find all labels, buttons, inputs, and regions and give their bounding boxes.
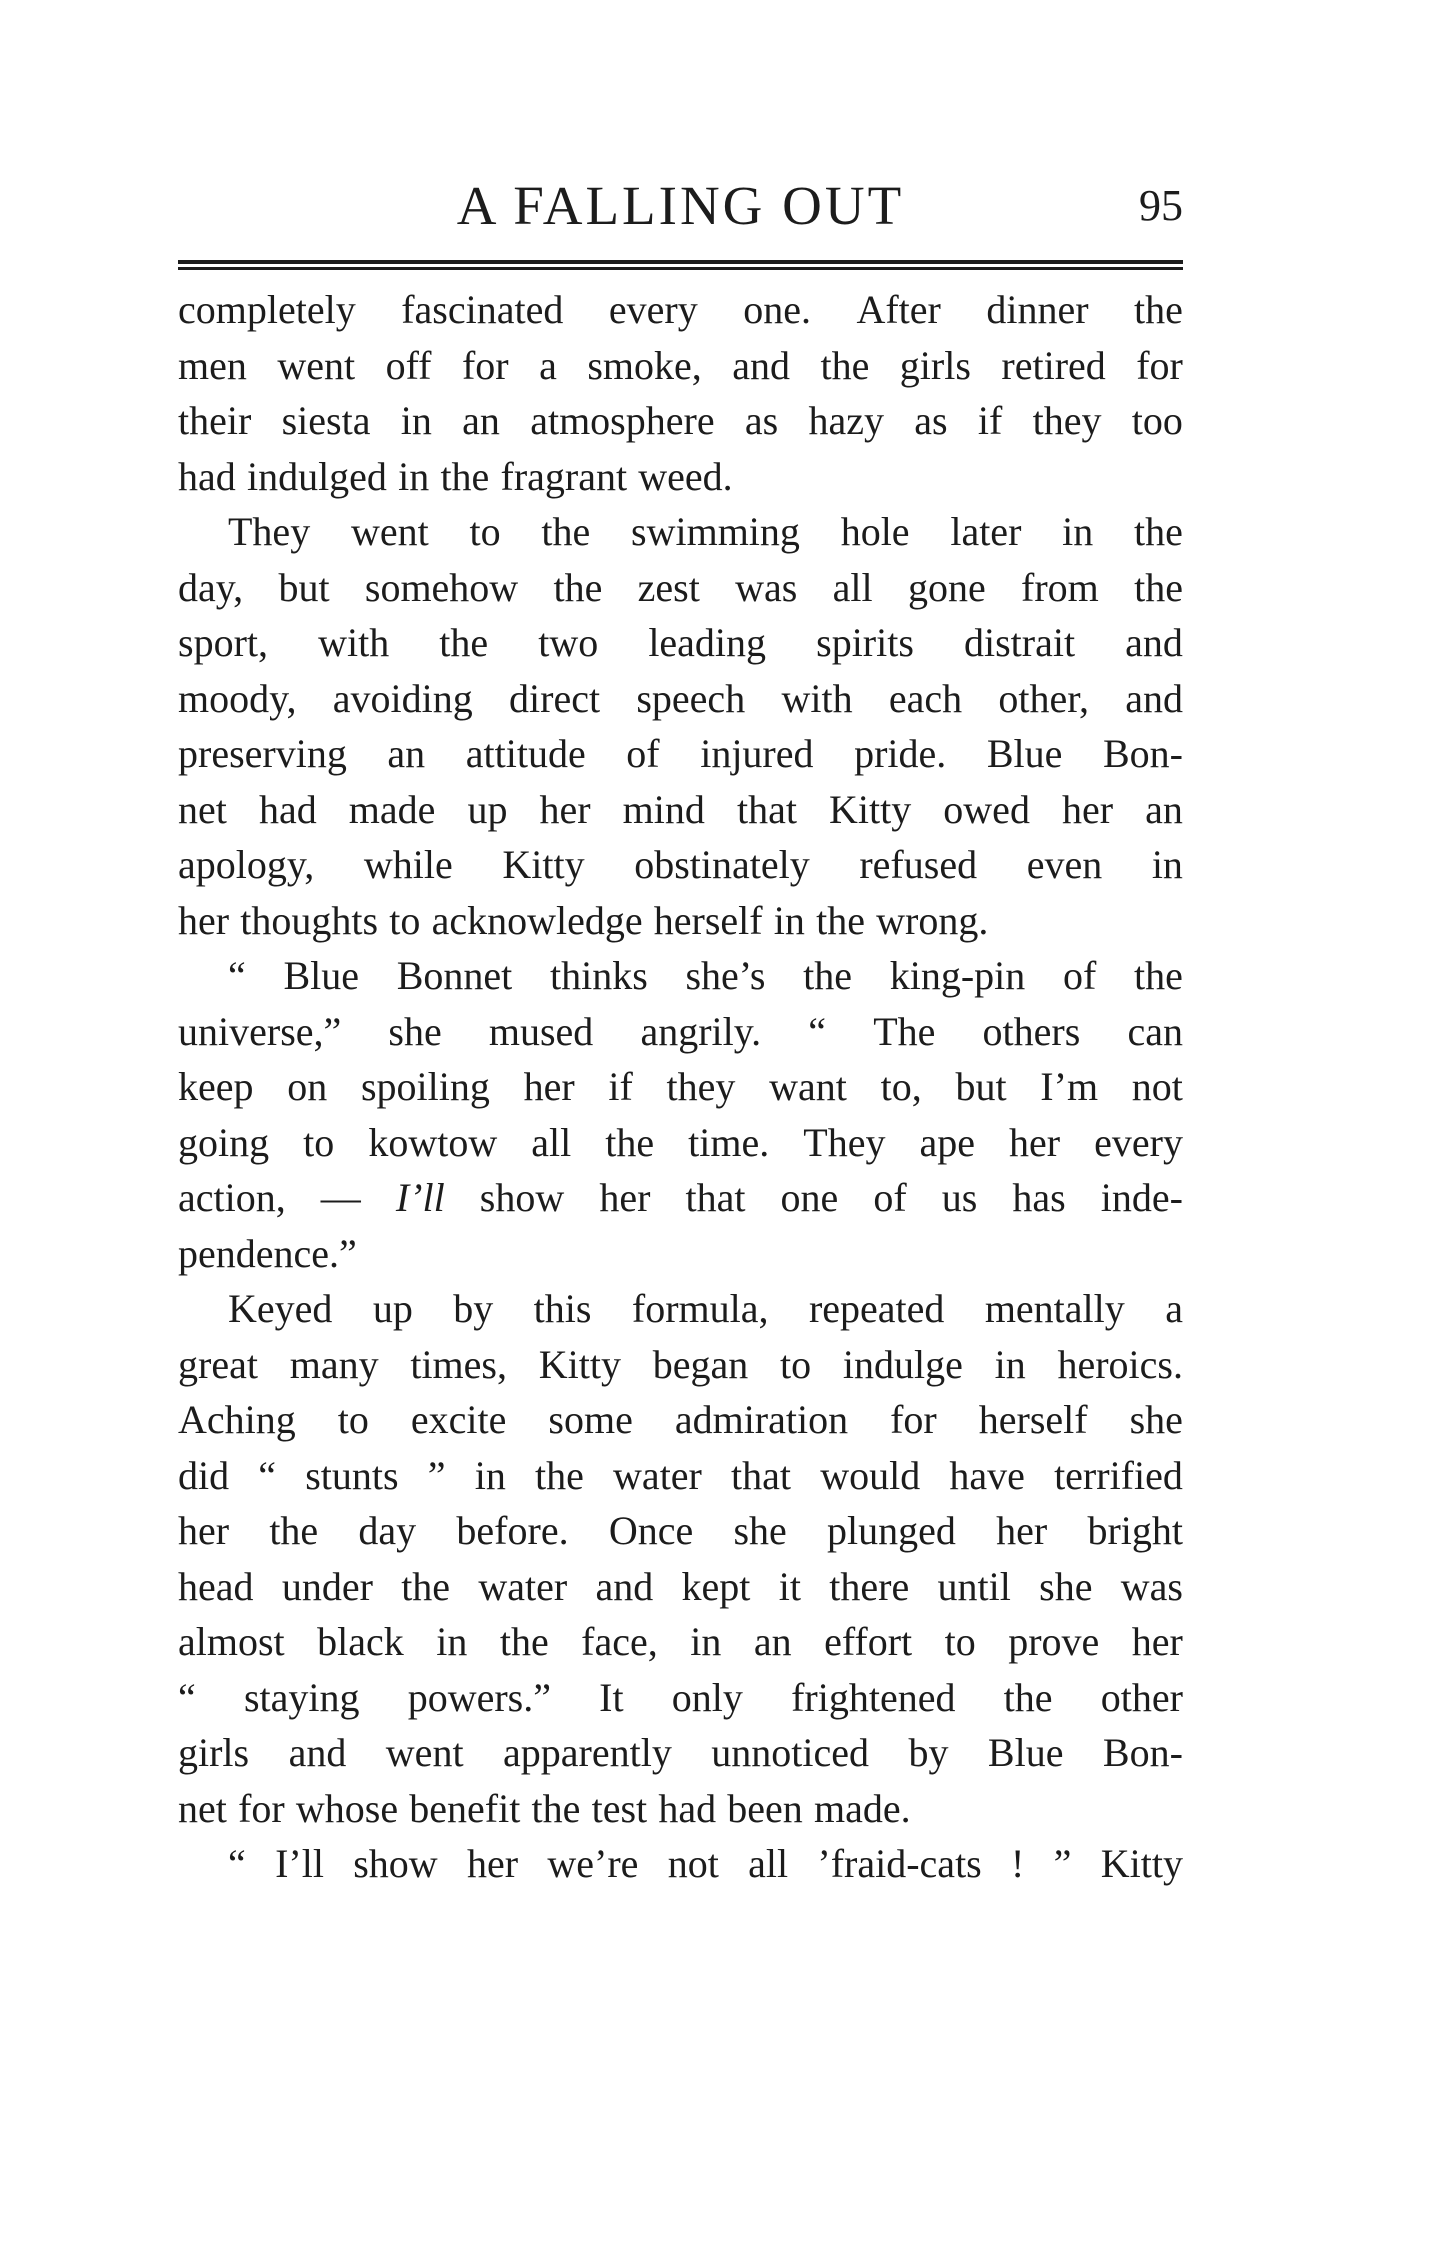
text-line: preserving an attitude of injured pride. Blue Bon- xyxy=(178,731,1183,776)
text-line: pendence.” xyxy=(178,1230,357,1276)
text-line: almost black in the face, in an effort to prove her xyxy=(178,1619,1183,1664)
text-line: her thoughts to acknowledge herself in the wrong. xyxy=(178,897,989,943)
running-title: A FALLING OUT xyxy=(456,175,905,236)
paragraph xyxy=(178,1281,1183,1836)
text-line: did “ stunts ” in the water that would have terrified xyxy=(178,1452,1183,1498)
text-line: had indulged in the fragrant weed. xyxy=(178,453,733,499)
text-line: their siesta in an atmosphere as hazy as if they too xyxy=(178,398,1183,443)
text-line: “ Blue Bonnet thinks she’s the king-pin of the xyxy=(228,953,1183,998)
paragraph xyxy=(178,282,1183,504)
text-line: day, but somehow the zest was all gone from the xyxy=(178,564,1183,610)
text-line: apology, while Kitty obstinately refused even in xyxy=(178,842,1183,887)
text-line: “ staying powers.” It only frightened the other xyxy=(178,1674,1183,1720)
header-double-rule xyxy=(178,260,1183,270)
paragraph xyxy=(178,504,1183,948)
text-line: men went off for a smoke, and the girls retired for xyxy=(178,342,1183,388)
text-line: moody, avoiding direct speech with each other, and xyxy=(178,675,1183,721)
book-page xyxy=(178,172,1183,1892)
text-line: net for whose benefit the test had been made. xyxy=(178,1785,911,1831)
body-text xyxy=(178,282,1183,1892)
text-line: girls and went apparently unnoticed by Blue Bon- xyxy=(178,1730,1183,1775)
text-line: Keyed up by this formula, repeated mentally a xyxy=(228,1286,1183,1331)
text-line: going to kowtow all the time. They ape her every xyxy=(178,1119,1183,1165)
text-line: keep on spoiling her if they want to, but I’m not xyxy=(178,1064,1183,1109)
text-line: “ I’ll show her we’re not all ’fraid-cats ! ” Kitty xyxy=(228,1841,1183,1886)
text-line: sport, with the two leading spirits distrait and xyxy=(178,620,1183,665)
text-line: action, — I’ll show her that one of us has inde- xyxy=(178,1175,1183,1220)
text-line: great many times, Kitty began to indulge in heroics. xyxy=(178,1341,1183,1387)
page-header xyxy=(178,172,1183,244)
page-number: 95 xyxy=(1139,181,1183,230)
paragraph xyxy=(178,948,1183,1281)
paragraph xyxy=(178,1836,1183,1892)
text-line: head under the water and kept it there until she was xyxy=(178,1563,1183,1609)
text-line: completely fascinated every one. After dinner the xyxy=(178,287,1183,332)
text-line: Aching to excite some admiration for herself she xyxy=(178,1397,1183,1442)
text-line: net had made up her mind that Kitty owed her an xyxy=(178,786,1183,832)
text-line: universe,” she mused angrily. “ The others can xyxy=(178,1008,1183,1054)
text-line: her the day before. Once she plunged her bright xyxy=(178,1508,1183,1553)
text-line: They went to the swimming hole later in the xyxy=(228,509,1183,554)
